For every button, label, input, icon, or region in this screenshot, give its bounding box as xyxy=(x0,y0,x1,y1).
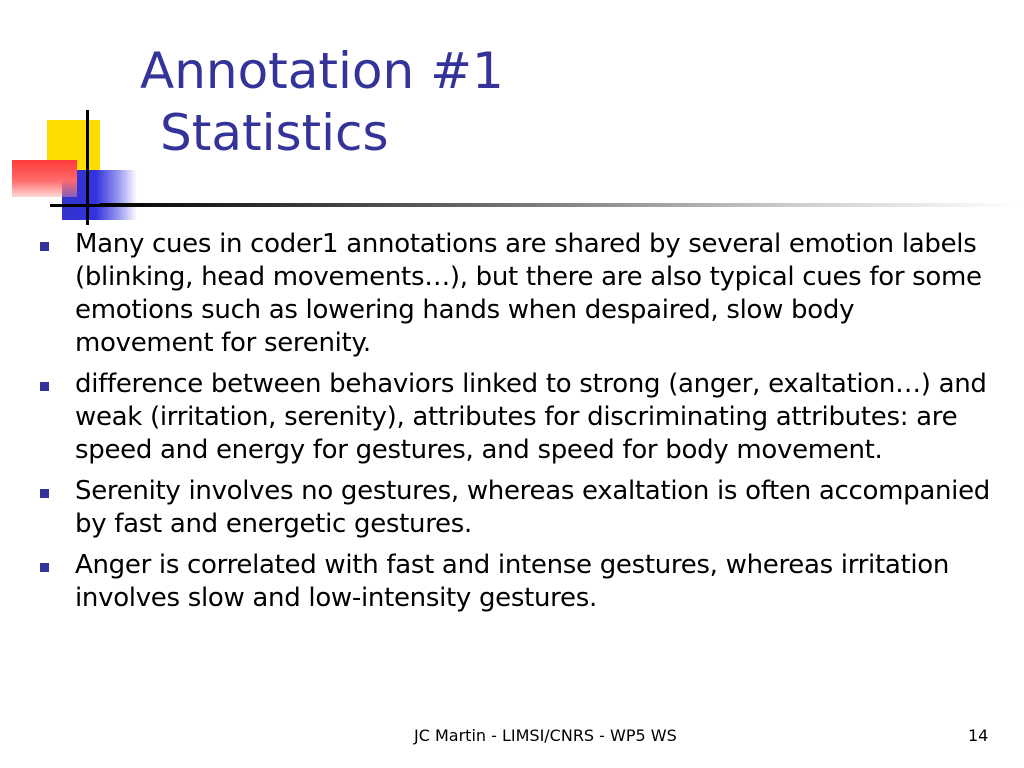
bullet-list xyxy=(40,228,1000,623)
bullet-item xyxy=(40,549,1000,615)
bullet-text: difference between behaviors linked to strong (anger, exaltation…) and weak (irritation, serenity), attributes for discriminating attributes: are speed and energy for gestures, and speed for body movement. xyxy=(75,369,987,465)
logo-horizontal-line xyxy=(50,204,100,207)
slide-title xyxy=(140,40,504,164)
page-number: 14 xyxy=(968,726,989,745)
slide-footer: JC Martin - LIMSI/CNRS - WP5 WS xyxy=(414,726,677,745)
bullet-item xyxy=(40,475,1000,541)
title-line-1: Annotation #1 xyxy=(140,42,504,100)
bullet-text: Many cues in coder1 annotations are shared by several emotion labels (blinking, head movements…), but there are also typical cues for some emotions such as lowering hands when despaired, slow body movement for serenity. xyxy=(75,229,982,358)
bullet-item xyxy=(40,368,1000,467)
bullet-text: Serenity involves no gestures, whereas exaltation is often accompanied by fast and energetic gestures. xyxy=(75,476,990,539)
bullet-square-icon xyxy=(40,563,49,572)
logo-vertical-line xyxy=(86,110,89,225)
bullet-square-icon xyxy=(40,489,49,498)
bullet-item xyxy=(40,228,1000,360)
decorative-logo xyxy=(0,0,150,230)
bullet-square-icon xyxy=(40,242,49,251)
title-divider xyxy=(100,203,1020,207)
title-line-2: Statistics xyxy=(160,104,389,162)
bullet-square-icon xyxy=(40,382,49,391)
red-square-shape xyxy=(12,160,77,197)
bullet-text: Anger is correlated with fast and intense gestures, whereas irritation involves slow and low-intensity gestures. xyxy=(75,550,950,613)
